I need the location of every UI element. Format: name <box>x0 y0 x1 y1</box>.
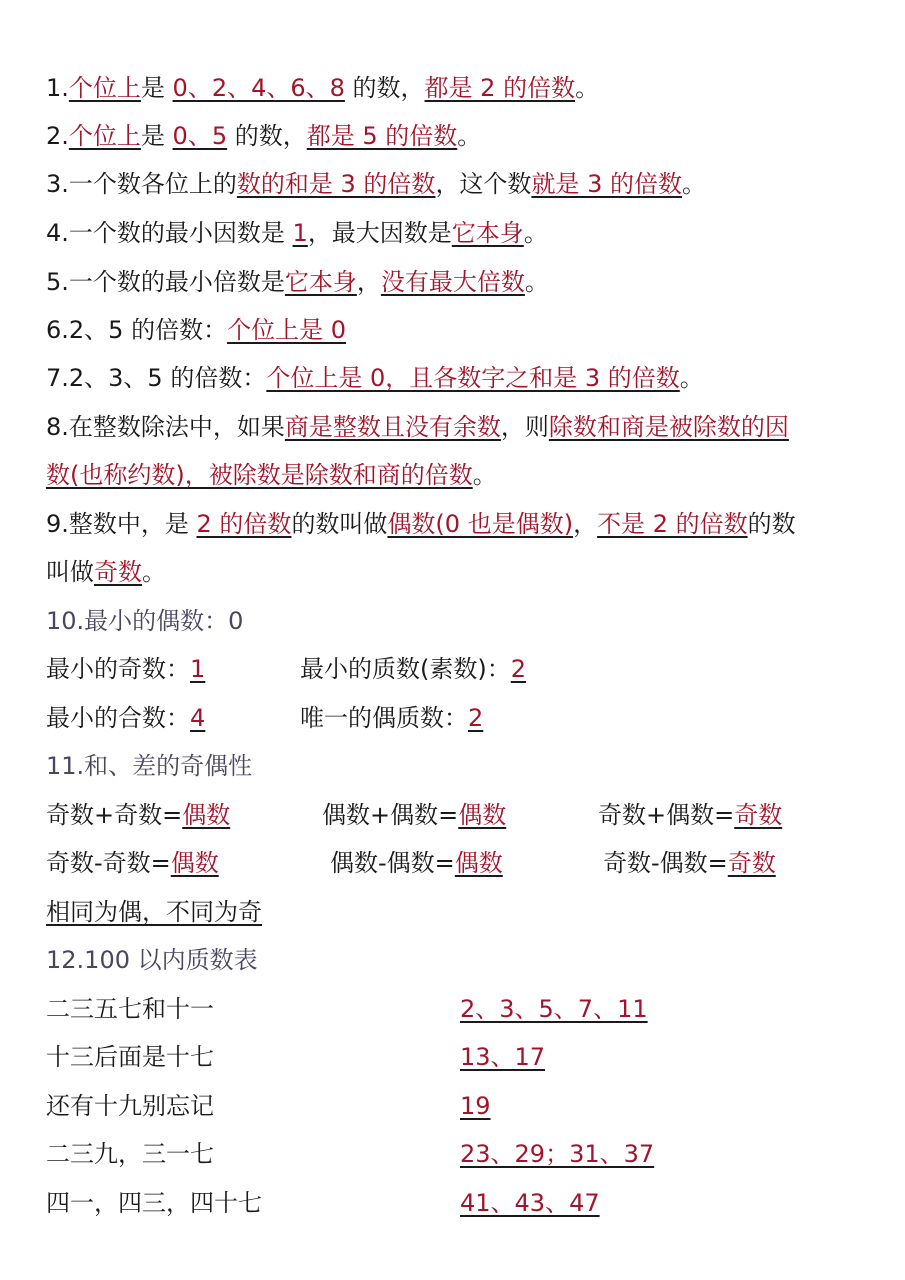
rule-text: 9.整数中，是 <box>46 510 197 538</box>
section-11-heading: 11.和、差的奇偶性 <box>46 752 253 780</box>
underlined-answer: 0、5 <box>172 122 228 150</box>
odd-plus-odd: 奇数+奇数=偶数 <box>46 801 231 829</box>
rule-text: 2. <box>46 122 69 150</box>
underlined-answer: 除数和商是被除数的因 <box>548 413 789 441</box>
odd-minus-odd: 奇数-奇数=偶数 <box>46 849 219 877</box>
rule-1 <box>46 68 599 108</box>
underlined-answer: 它本身 <box>284 268 357 296</box>
underlined-answer: 个位上 <box>68 74 141 102</box>
rule-text: 4.一个数的最小因数是 <box>46 219 293 247</box>
prime-list: 19 <box>460 1092 491 1120</box>
even-minus-even: 偶数-偶数=偶数 <box>330 849 503 877</box>
rule-text: 。 <box>523 219 548 247</box>
rule-8-line-1 <box>46 407 789 447</box>
underlined-answer: 0、2、4、6、8 <box>172 74 345 102</box>
rule-text: 的数 <box>747 510 796 538</box>
underlined-answer: 都是 5 的倍数 <box>306 122 458 150</box>
rule-2 <box>46 116 481 156</box>
rule-text: ， <box>356 268 381 296</box>
underlined-answer: 数的和是 3 的倍数 <box>236 170 436 198</box>
underlined-answer: 都是 2 的倍数 <box>424 74 576 102</box>
rule-text: ， <box>573 510 598 538</box>
rule-text: 。 <box>679 364 704 392</box>
underlined-answer: 个位上是 0 <box>227 316 346 344</box>
prime-list: 41、43、47 <box>460 1189 600 1217</box>
rule-8-line-2 <box>46 455 497 495</box>
only-even-prime: 唯一的偶质数：2 <box>300 704 484 732</box>
rule-text: 。 <box>681 170 706 198</box>
rule-text: 7.2、3、5 的倍数： <box>46 364 267 392</box>
rule-3 <box>46 164 706 204</box>
rule-text: 。 <box>575 74 600 102</box>
underlined-answer: 商是整数且没有余数 <box>284 413 501 441</box>
rule-4 <box>46 213 548 253</box>
rule-text: 5.一个数的最小倍数是 <box>46 268 285 296</box>
smallest-prime: 最小的质数(素数)：2 <box>300 655 527 683</box>
rule-9-line-2 <box>46 552 166 592</box>
underlined-answer: 它本身 <box>451 219 524 247</box>
rule-text: 是 <box>140 122 173 150</box>
prime-list: 2、3、5、7、11 <box>460 995 648 1023</box>
rule-text: 是 <box>140 74 173 102</box>
underlined-answer: 1 <box>292 219 308 247</box>
rule-text: 8.在整数除法中，如果 <box>46 413 285 441</box>
prime-list: 13、17 <box>460 1043 546 1071</box>
rule-text: 。 <box>457 122 482 150</box>
prime-verse: 四一，四三，四十七 <box>46 1189 262 1217</box>
rule-text: 。 <box>472 461 497 489</box>
rule-text: ，则 <box>500 413 549 441</box>
prime-verse: 十三后面是十七 <box>46 1043 214 1071</box>
smallest-composite: 最小的合数：4 <box>46 704 206 732</box>
underlined-answer: 偶数(0 也是偶数) <box>387 510 574 538</box>
odd-minus-even: 奇数-偶数=奇数 <box>603 849 776 877</box>
rule-text: 6.2、5 的倍数： <box>46 316 228 344</box>
rule-text: 的数叫做 <box>291 510 388 538</box>
underlined-answer: 数(也称约数)，被除数是除数和商的倍数 <box>46 461 473 489</box>
rule-text: 1. <box>46 74 69 102</box>
rule-text: 叫做 <box>46 558 94 586</box>
rule-text: ，这个数 <box>435 170 532 198</box>
rule-6 <box>46 310 346 350</box>
smallest-odd: 最小的奇数：1 <box>46 655 206 683</box>
underlined-answer: 不是 2 的倍数 <box>597 510 748 538</box>
rule-text: 的数， <box>227 122 307 150</box>
rule-text: ，最大因数是 <box>307 219 452 247</box>
rule-text: 3.一个数各位上的 <box>46 170 237 198</box>
prime-list: 23、29；31、37 <box>460 1140 655 1168</box>
parity-summary: 相同为偶，不同为奇 <box>46 898 262 926</box>
section-10-heading: 10.最小的偶数：0 <box>46 607 244 635</box>
underlined-answer: 奇数 <box>94 558 142 586</box>
underlined-answer: 个位上 <box>68 122 141 150</box>
even-plus-even: 偶数+偶数=偶数 <box>322 801 507 829</box>
rule-7 <box>46 358 704 398</box>
section-12-heading: 12.100 以内质数表 <box>46 946 258 974</box>
odd-plus-even: 奇数+偶数=奇数 <box>598 801 783 829</box>
underlined-answer: 2 的倍数 <box>196 510 292 538</box>
rule-9-line-1 <box>46 504 796 544</box>
prime-verse: 二三五七和十一 <box>46 995 214 1023</box>
rule-text: 的数， <box>344 74 425 102</box>
prime-verse: 还有十九别忘记 <box>46 1092 214 1120</box>
rule-text: 。 <box>524 268 549 296</box>
rule-5 <box>46 262 549 302</box>
underlined-answer: 就是 3 的倍数 <box>531 170 682 198</box>
rule-text: 。 <box>142 558 166 586</box>
underlined-answer: 个位上是 0，且各数字之和是 3 的倍数 <box>266 364 680 392</box>
underlined-answer: 没有最大倍数 <box>380 268 525 296</box>
prime-verse: 二三九，三一七 <box>46 1140 214 1168</box>
